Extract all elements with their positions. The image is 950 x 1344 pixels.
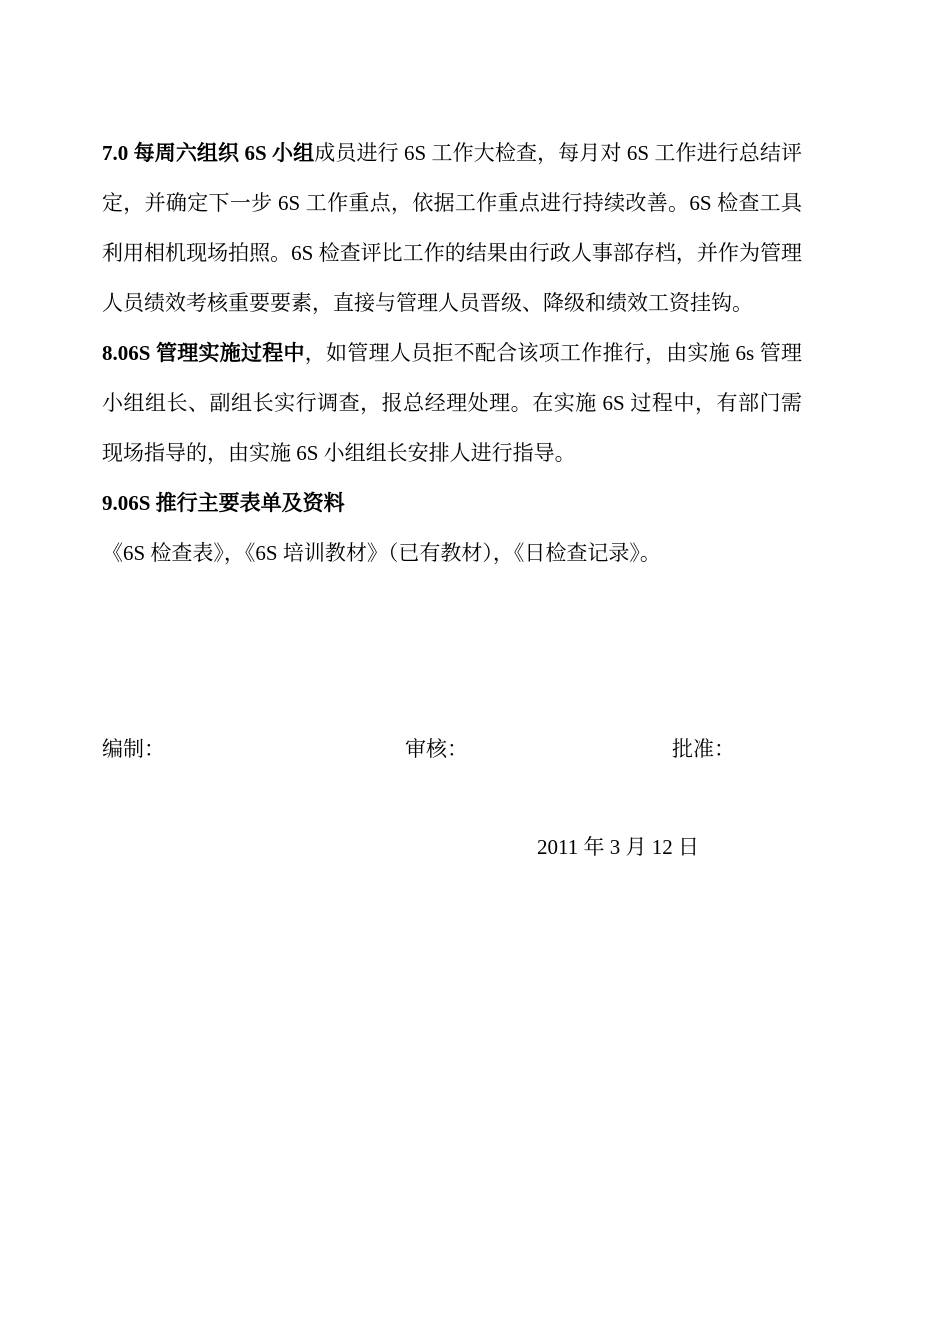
signature-compiled-label: 编制： [102,737,165,761]
section-9-heading: 9.06S 推行主要表单及资料 [102,491,345,515]
section-7-body: 成员进行 6S 工作大检查，每月对 6S 工作进行总结评定，并确定下一步 6S 工作重点，依据工作重点进行持续改善。6S 检查工具利用相机现场拍照。6S 检查评比工作的结果由行政人事部存档，并作为管理人员绩效考核重要要素，直接与管理人员晋级、降级和绩效工资挂钩。 [102,141,802,315]
signature-reviewed-label: 审核： [405,737,468,761]
section-7-paragraph [102,128,802,328]
document-date: 2011 年 3 月 12 日 [537,835,699,859]
section-9-body: 《6S 检查表》，《6S 培训教材》（已有教材），《日检查记录》。 [102,541,661,565]
signature-approved-label: 批准： [672,737,735,761]
signature-row [0,732,950,766]
section-8-paragraph [102,328,802,478]
section-8-body: ，如管理人员拒不配合该项工作推行，由实施 6s 管理小组组长、副组长实行调查，报总经理处理。在实施 6S 过程中，有部门需现场指导的，由实施 6S 小组组长安排人进行指导。 [102,341,802,465]
document-body [102,128,802,578]
section-8-heading: 8.06S 管理实施过程中 [102,341,305,365]
section-7-heading: 7.0 每周六组织 6S 小组 [102,141,315,165]
